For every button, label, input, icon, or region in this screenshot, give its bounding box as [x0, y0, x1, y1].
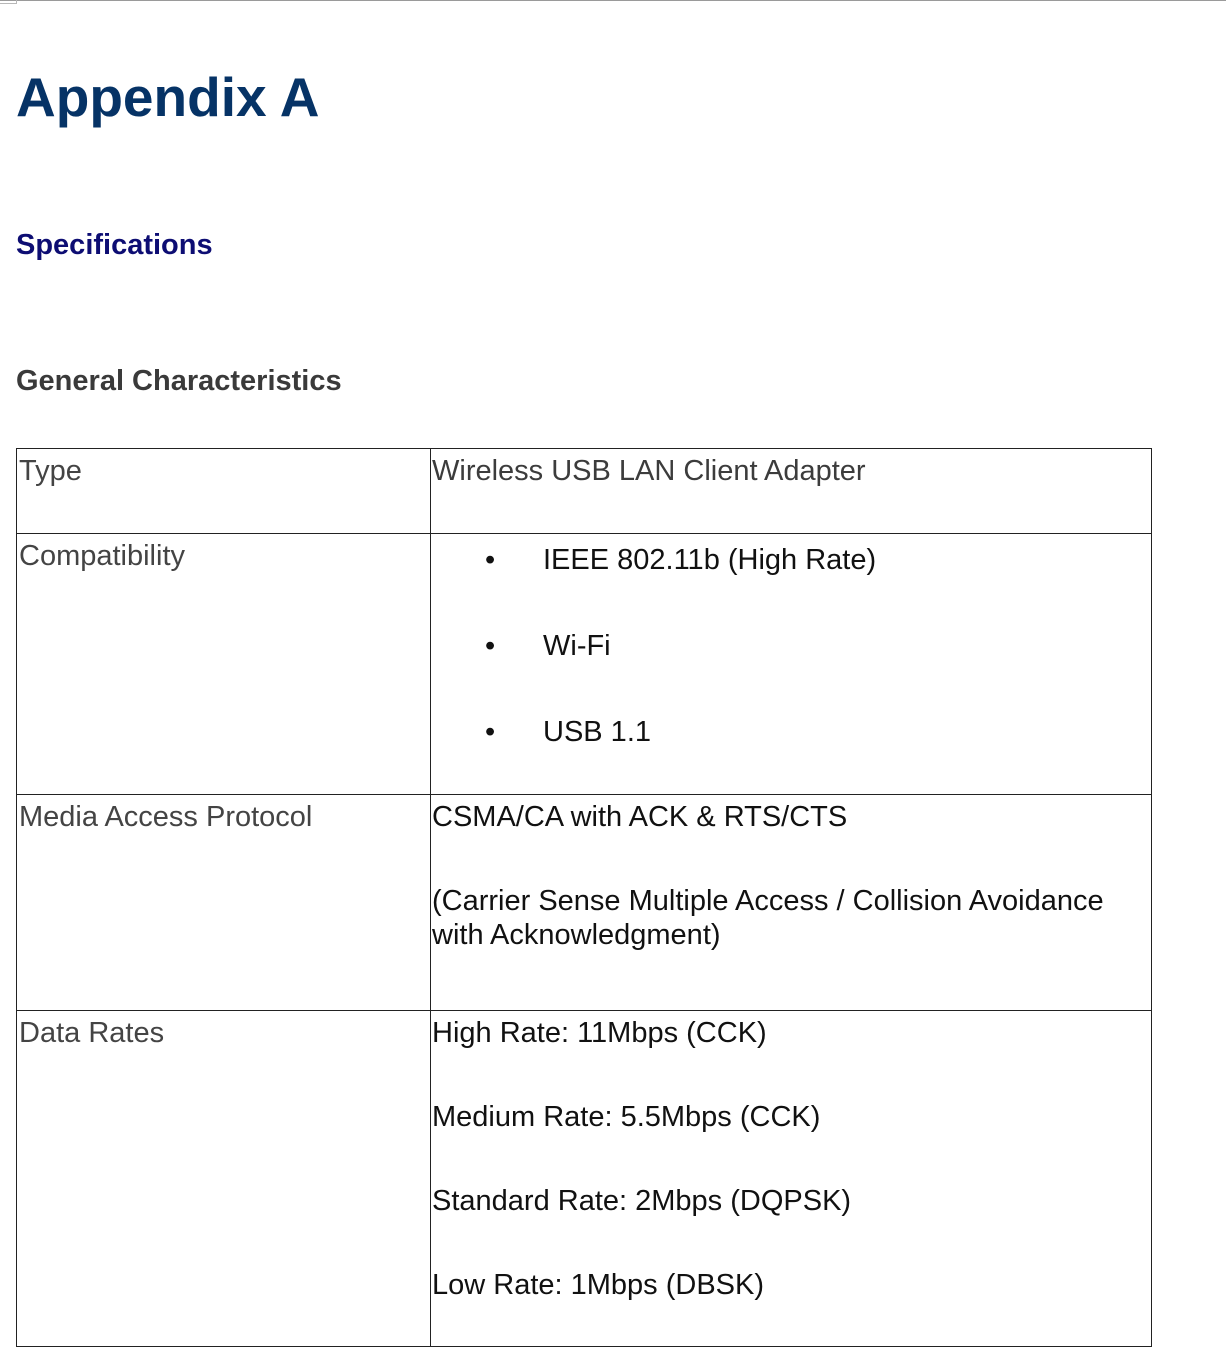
- top-rule: [0, 0, 1226, 1]
- list-item-text: Wi-Fi: [543, 630, 611, 662]
- bullet-icon: •: [485, 544, 496, 576]
- compatibility-list: [432, 543, 1151, 749]
- table-row: [17, 534, 1152, 795]
- table-row: [17, 449, 1152, 534]
- list-item-text: USB 1.1: [543, 716, 651, 748]
- row-label: Type: [17, 449, 431, 534]
- row-value: [431, 1011, 1152, 1347]
- row-label: Data Rates: [17, 1011, 431, 1347]
- paragraph: High Rate: 11Mbps (CCK): [432, 1017, 767, 1049]
- section-heading: General Characteristics: [16, 365, 342, 397]
- paragraph: CSMA/CA with ACK & RTS/CTS: [432, 801, 848, 833]
- list-item: [432, 715, 1151, 749]
- row-value: [431, 795, 1152, 1011]
- spec-table: [16, 448, 1152, 1347]
- page-title: Appendix A: [16, 66, 320, 128]
- list-item: [432, 629, 1151, 663]
- paragraph: (Carrier Sense Multiple Access / Collision Avoidance with Acknowledgment): [432, 885, 1104, 951]
- paragraph: Medium Rate: 5.5Mbps (CCK): [432, 1101, 821, 1133]
- row-label: Media Access Protocol: [17, 795, 431, 1011]
- row-value: Wireless USB LAN Client Adapter: [431, 449, 1152, 534]
- bullet-icon: •: [485, 630, 496, 662]
- page-subtitle: Specifications: [16, 229, 213, 261]
- table-row: [17, 795, 1152, 1011]
- table-row: [17, 1011, 1152, 1347]
- corner-mark: [0, 0, 17, 4]
- bullet-icon: •: [485, 716, 496, 748]
- paragraph: Low Rate: 1Mbps (DBSK): [432, 1269, 765, 1301]
- row-value: [431, 534, 1152, 795]
- list-item-text: IEEE 802.11b (High Rate): [543, 544, 877, 576]
- paragraph: Standard Rate: 2Mbps (DQPSK): [432, 1185, 852, 1217]
- list-item: [432, 543, 1151, 577]
- row-label: Compatibility: [17, 534, 431, 795]
